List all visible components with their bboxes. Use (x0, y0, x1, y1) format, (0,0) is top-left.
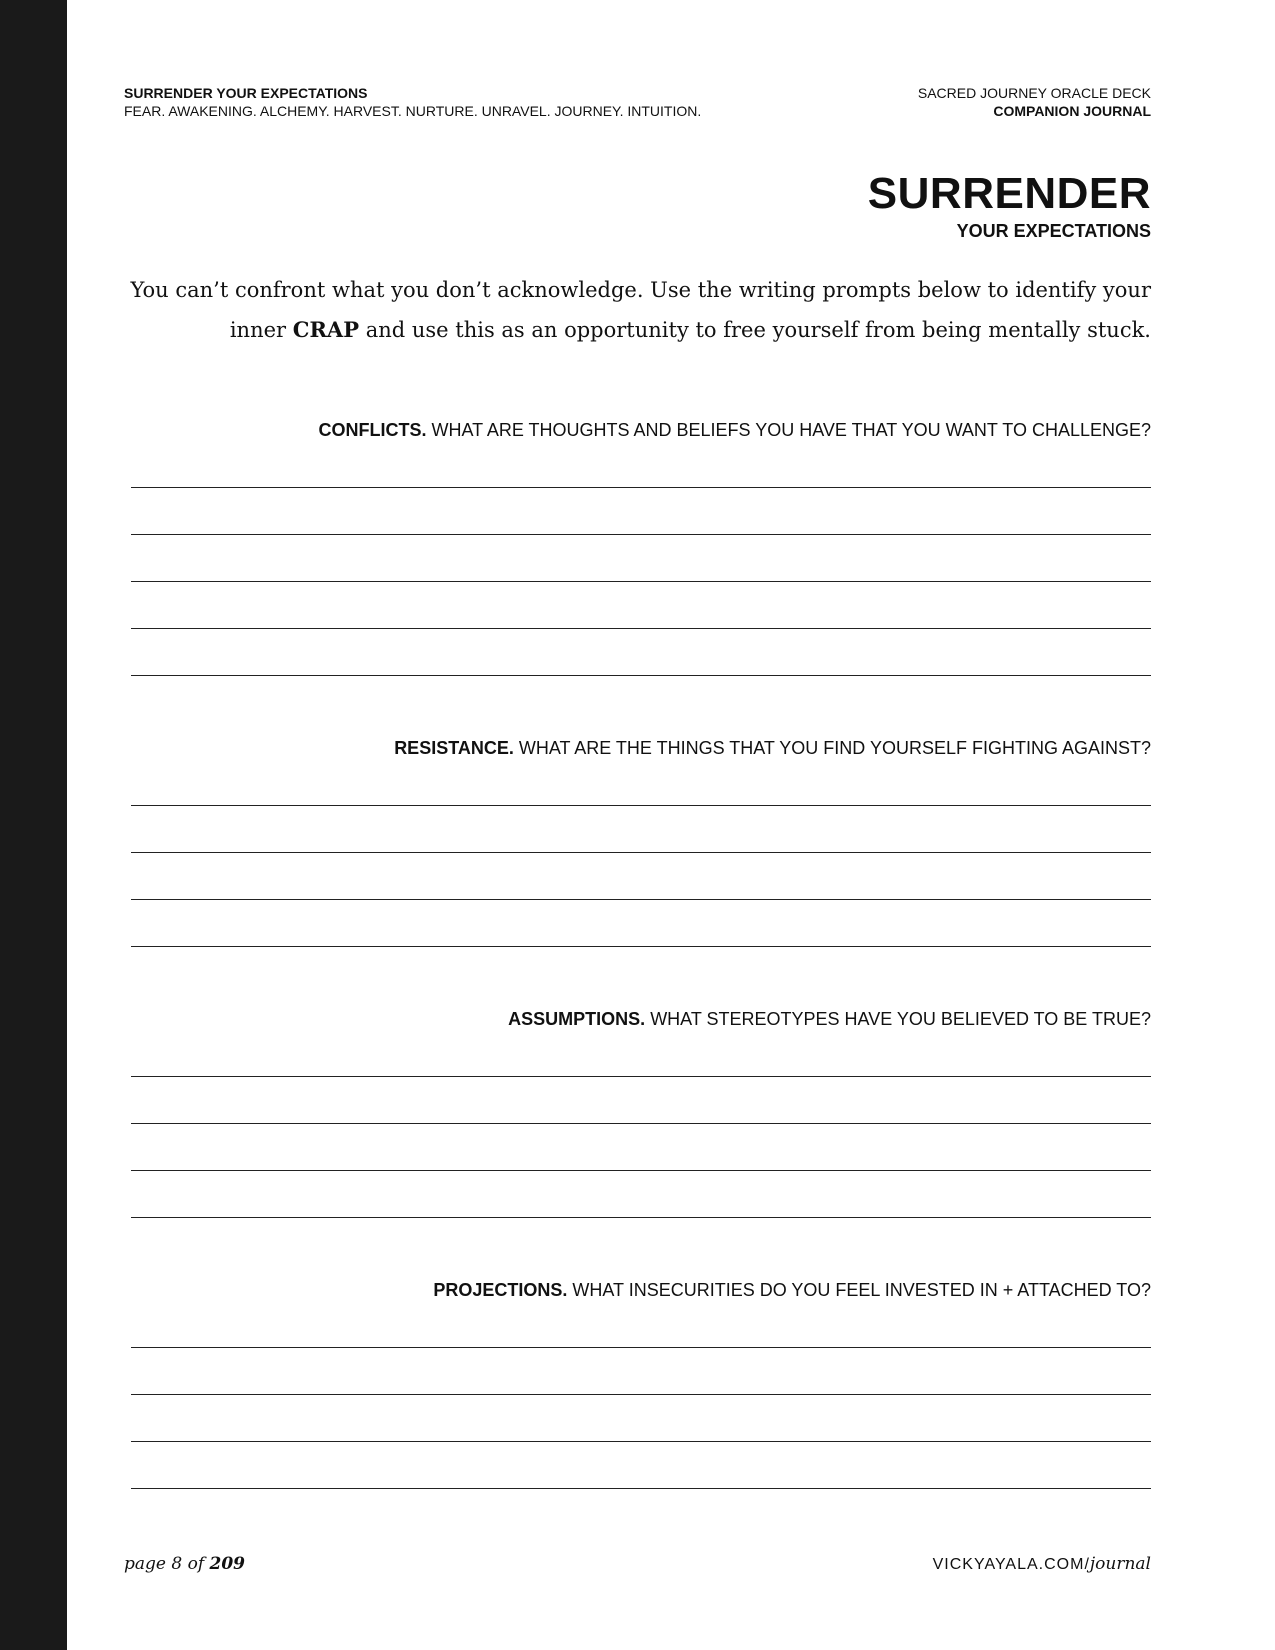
writing-line[interactable] (131, 1076, 1151, 1077)
intro-text (124, 270, 1151, 350)
prompt-label: RESISTANCE. (394, 738, 514, 758)
header-left-title: SURRENDER YOUR EXPECTATIONS (124, 85, 368, 101)
header-left (124, 84, 701, 120)
intro-line-1: You can’t confront what you don’t acknowledge. Use the writing prompts below to identify your (130, 278, 1151, 302)
site-path: journal (1089, 1554, 1151, 1574)
header-right-title: SACRED JOURNEY ORACLE DECK (917, 85, 1151, 101)
prompt-resistance (394, 738, 1151, 759)
header-right-subtitle: COMPANION JOURNAL (993, 103, 1151, 119)
header-right (918, 84, 1151, 120)
writing-line[interactable] (131, 946, 1151, 947)
intro-crap: CRAP (292, 317, 360, 342)
writing-line[interactable] (131, 534, 1151, 535)
side-bar (0, 0, 67, 1650)
prompt-label: ASSUMPTIONS. (508, 1009, 646, 1029)
prompt-assumptions (508, 1009, 1151, 1030)
prompt-question: WHAT INSECURITIES DO YOU FEEL INVESTED IN + ATTACHED TO? (572, 1280, 1151, 1300)
writing-line[interactable] (131, 581, 1151, 582)
page-prefix: page 8 of (124, 1554, 210, 1574)
page-title (868, 168, 1151, 242)
header-left-subtitle: FEAR. AWAKENING. ALCHEMY. HARVEST. NURTURE. UNRAVEL. JOURNEY. INTUITION. (124, 103, 702, 119)
writing-line[interactable] (131, 628, 1151, 629)
prompt-conflicts (318, 420, 1151, 441)
writing-line[interactable] (131, 1347, 1151, 1348)
title-sub: YOUR EXPECTATIONS (956, 221, 1151, 241)
writing-line[interactable] (131, 1441, 1151, 1442)
writing-line[interactable] (131, 1170, 1151, 1171)
writing-line[interactable] (131, 1394, 1151, 1395)
writing-line[interactable] (131, 1217, 1151, 1218)
prompt-question: WHAT ARE THOUGHTS AND BELIEFS YOU HAVE THAT YOU WANT TO CHALLENGE? (431, 420, 1151, 440)
intro-line-2-suffix: and use this as an opportunity to free yourself from being mentally stuck. (359, 318, 1151, 342)
writing-line[interactable] (131, 805, 1151, 806)
prompt-question: WHAT STEREOTYPES HAVE YOU BELIEVED TO BE TRUE? (650, 1009, 1151, 1029)
intro-line-2 (124, 310, 1151, 350)
title-main: SURRENDER (867, 169, 1151, 218)
writing-line[interactable] (131, 852, 1151, 853)
page-number (124, 1554, 245, 1574)
site-url[interactable] (933, 1554, 1151, 1574)
writing-line[interactable] (131, 1488, 1151, 1489)
site-domain: VICKYAYALA.COM/ (932, 1556, 1090, 1573)
writing-line[interactable] (131, 1123, 1151, 1124)
prompt-label: PROJECTIONS. (433, 1280, 568, 1300)
page-total: 209 (209, 1554, 246, 1574)
prompt-projections (433, 1280, 1151, 1301)
writing-line[interactable] (131, 675, 1151, 676)
writing-line[interactable] (131, 899, 1151, 900)
writing-line[interactable] (131, 487, 1151, 488)
prompt-question: WHAT ARE THE THINGS THAT YOU FIND YOURSELF FIGHTING AGAINST? (518, 738, 1151, 758)
intro-line-2-prefix: inner (229, 318, 293, 342)
prompt-label: CONFLICTS. (318, 420, 427, 440)
